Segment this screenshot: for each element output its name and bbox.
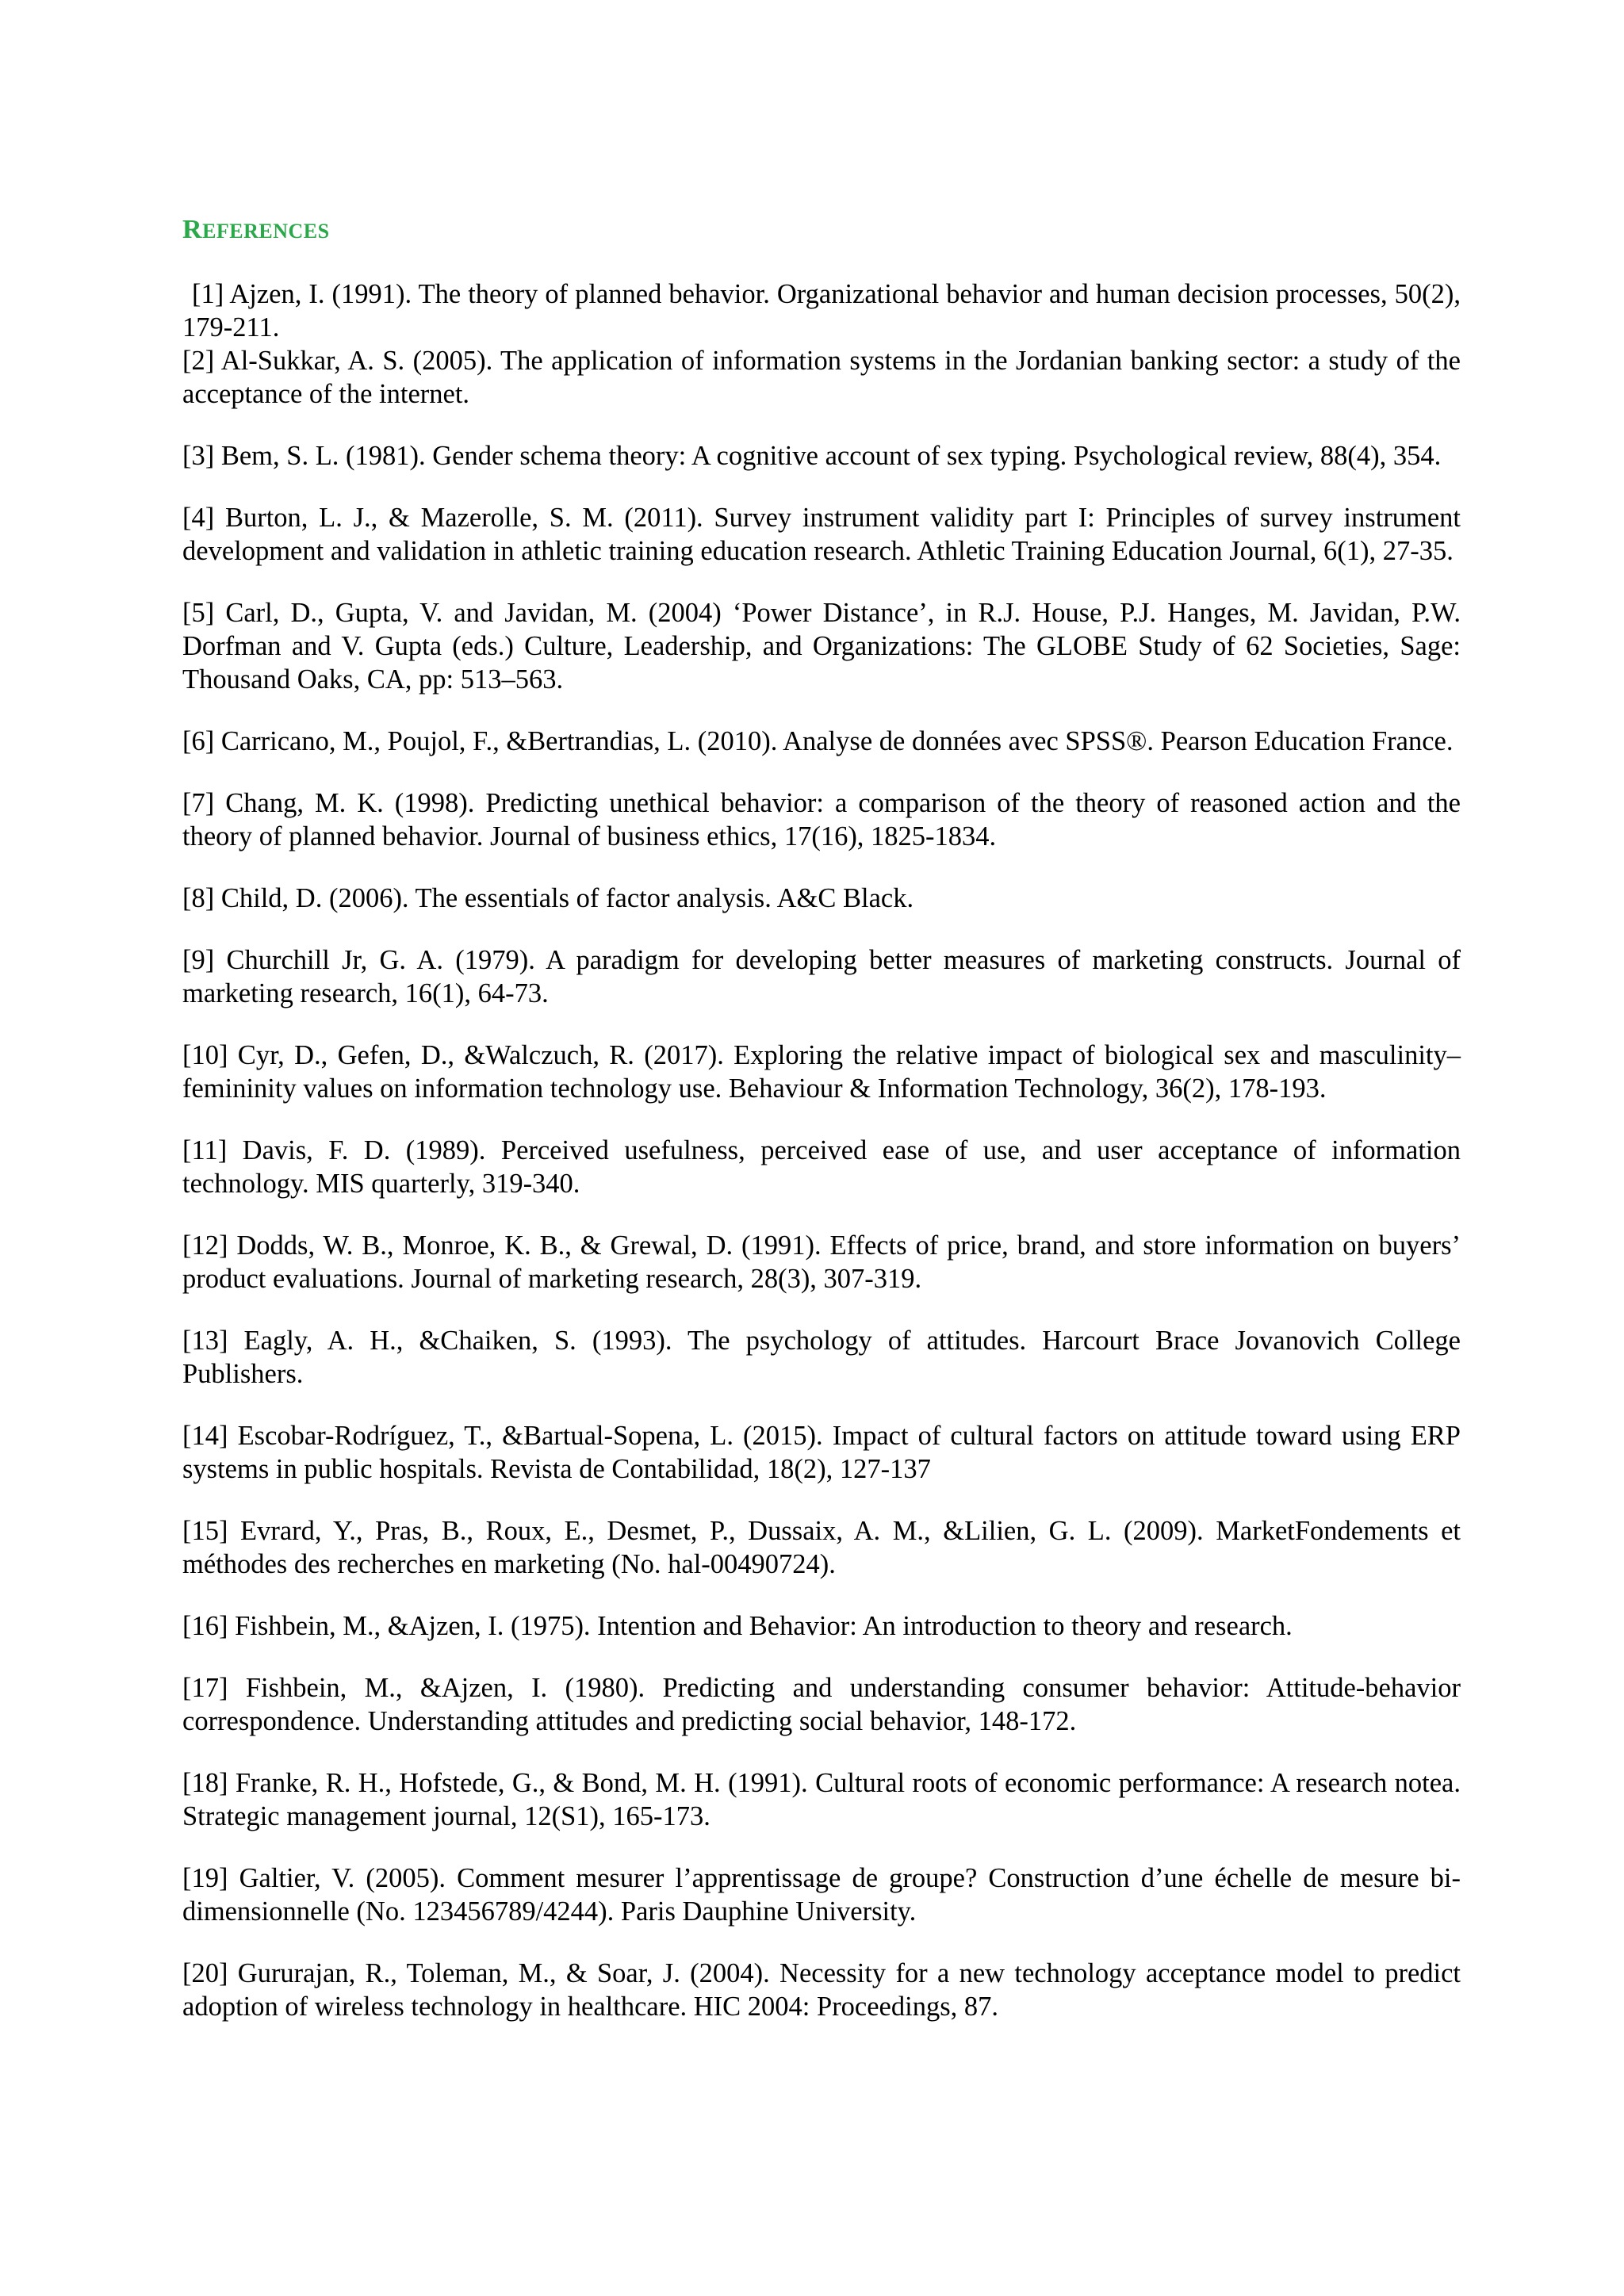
- reference-item: [5] Carl, D., Gupta, V. and Javidan, M. (2004) ‘Power Distance’, in R.J. House, P.J. Hanges, M. Javidan, P.W. Dorfman and V. Gupta (eds.) Culture, Leadership, and Organizations: The GLOBE Study of 62 Societies, Sage: Thousand Oaks, CA, pp: 513–563.: [182, 598, 1461, 695]
- reference-item: [15] Evrard, Y., Pras, B., Roux, E., Desmet, P., Dussaix, A. M., &Lilien, G. L. (2009). MarketFondements et méthodes des recherches en marketing (No. hal-00490724).: [182, 1516, 1461, 1579]
- reference-item: [16] Fishbein, M., &Ajzen, I. (1975). Intention and Behavior: An introduction to theory and research.: [182, 1611, 1293, 1641]
- references-heading: [182, 208, 1461, 254]
- reference-item: [9] Churchill Jr, G. A. (1979). A paradigm for developing better measures of marketing constructs. Journal of marketing research, 16(1), 64-73.: [182, 945, 1461, 1008]
- reference-item: [4] Burton, L. J., & Mazerolle, S. M. (2011). Survey instrument validity part I: Principles of survey instrument development and validation in athletic training education research. Athletic Training Education Journal, 6(1), 27-35.: [182, 503, 1461, 566]
- reference-item: [10] Cyr, D., Gefen, D., &Walczuch, R. (2017). Exploring the relative impact of biological sex and masculinity–femininity values on information technology use. Behaviour & Information Technology, 36(2), 178-193.: [182, 1040, 1461, 1104]
- reference-item: [19] Galtier, V. (2005). Comment mesurer l’apprentissage de groupe? Construction d’une échelle de mesure bi-dimensionnelle (No. 123456789/4244). Paris Dauphine University.: [182, 1863, 1461, 1927]
- reference-item: [20] Gururajan, R., Toleman, M., & Soar, J. (2004). Necessity for a new technology acceptance model to predict adoption of wireless technology in healthcare. HIC 2004: Proceedings, 87.: [182, 1958, 1461, 2022]
- reference-item: [14] Escobar-Rodríguez, T., &Bartual-Sopena, L. (2015). Impact of cultural factors on attitude toward using ERP systems in public hospitals. Revista de Contabilidad, 18(2), 127-137: [182, 1421, 1461, 1484]
- reference-item: [13] Eagly, A. H., &Chaiken, S. (1993). The psychology of attitudes. Harcourt Brace Jovanovich College Publishers.: [182, 1326, 1461, 1389]
- reference-item: [3] Bem, S. L. (1981). Gender schema theory: A cognitive account of sex typing. Psychological review, 88(4), 354.: [182, 441, 1442, 471]
- reference-item: [18] Franke, R. H., Hofstede, G., & Bond, M. H. (1991). Cultural roots of economic performance: A research notea. Strategic management journal, 12(S1), 165-173.: [182, 1768, 1461, 1831]
- reference-item: [1] Ajzen, I. (1991). The theory of planned behavior. Organizational behavior and human decision processes, 50(2), 179-211.: [182, 279, 1461, 342]
- reference-item: [11] Davis, F. D. (1989). Perceived usefulness, perceived ease of use, and user acceptance of information technology. MIS quarterly, 319-340.: [182, 1135, 1461, 1199]
- heading-initial: R: [182, 215, 203, 244]
- document-page: [182, 208, 1461, 2052]
- reference-item: [12] Dodds, W. B., Monroe, K. B., & Grewal, D. (1991). Effects of price, brand, and store information on buyers’ product evaluations. Journal of marketing research, 28(3), 307-319.: [182, 1230, 1461, 1294]
- reference-item: [8] Child, D. (2006). The essentials of factor analysis. A&C Black.: [182, 883, 914, 913]
- reference-item: [6] Carricano, M., Poujol, F., &Bertrandias, L. (2010). Analyse de données avec SPSS®. Pearson Education France.: [182, 726, 1454, 756]
- reference-item: [2] Al-Sukkar, A. S. (2005). The application of information systems in the Jordanian banking sector: a study of the acceptance of the internet.: [182, 346, 1461, 409]
- reference-item: [17] Fishbein, M., &Ajzen, I. (1980). Predicting and understanding consumer behavior: Attitude-behavior correspondence. Understanding attitudes and predicting social behavior, 148-172.: [182, 1673, 1461, 1736]
- heading-rest: EFERENCES: [202, 220, 330, 243]
- reference-item: [7] Chang, M. K. (1998). Predicting unethical behavior: a comparison of the theory of reasoned action and the theory of planned behavior. Journal of business ethics, 17(16), 1825-1834.: [182, 788, 1461, 851]
- reference-list: [182, 277, 1461, 2023]
